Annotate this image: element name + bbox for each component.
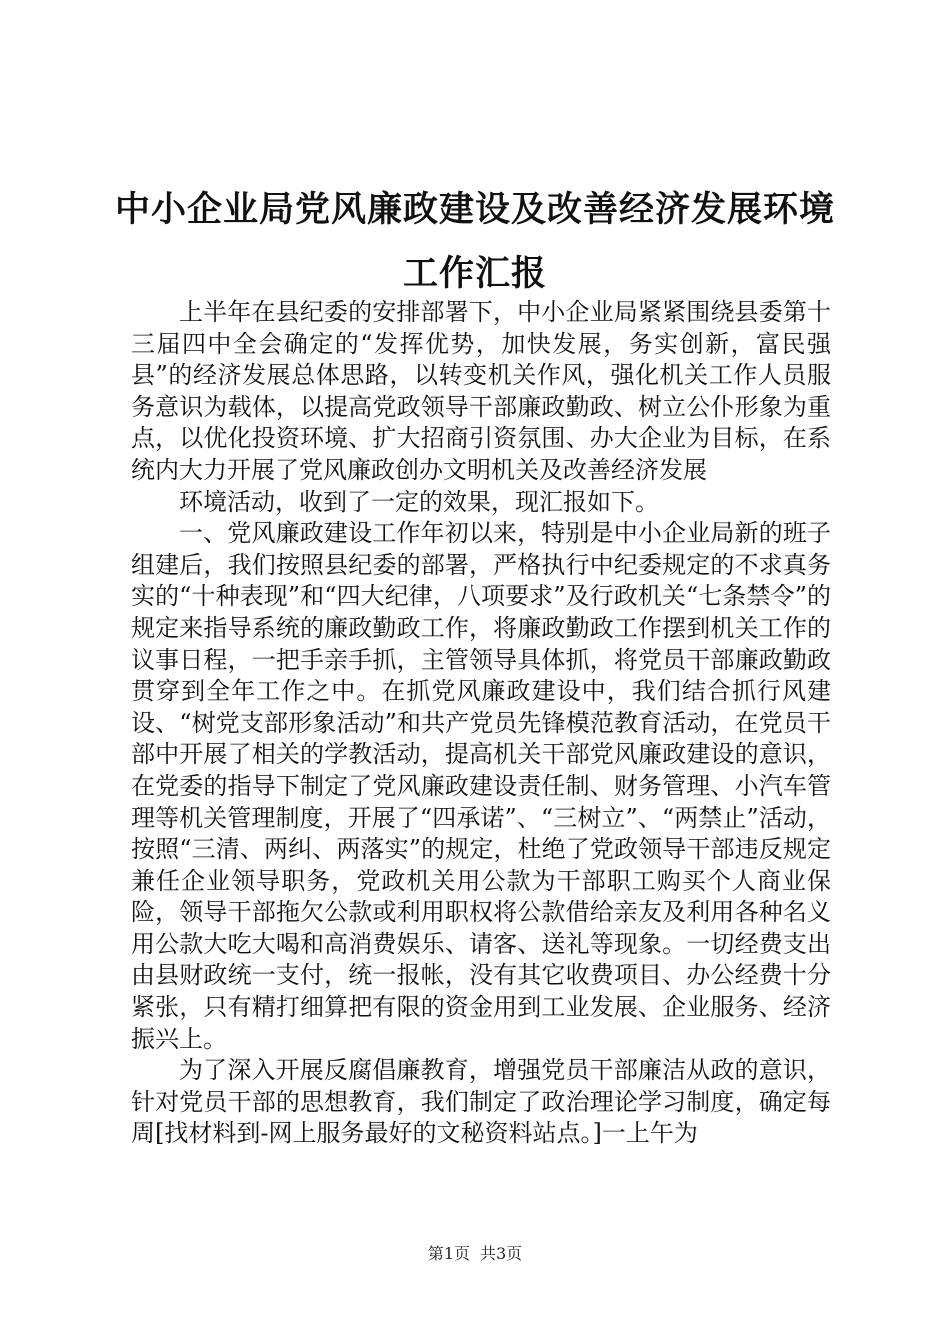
page-footer <box>0 1244 950 1264</box>
paragraph-3: 一、党风廉政建设工作年初以来，特别是中小企业局新的班子组建后，我们按照县纪委的部署，严格执行中纪委规定的不求真务实的“十种表现”和“四大纪律，八项要求”及行政机关“七条禁令”的规定来指导系统的廉政勤政工作，将廉政勤政工作摆到机关工作的议事日程，一把手亲手抓，主管领导具体抓，将党员干部廉政勤政贯穿到全年工作之中。在抓党风廉政建设中，我们结合抓行风建设、“树党支部形象活动”和共产党员先锋模范教育活动，在党员干部中开展了相关的学教活动，提高机关干部党风廉政建设的意识，在党委的指导下制定了党风廉政建设责任制、财务管理、小汽车管理等机关管理制度，开展了“四承诺”、“三树立”、“两禁止”活动，按照“三清、两纠、两落实”的规定，杜绝了党政领导干部违反规定兼任企业领导职务，党政机关用公款为干部职工购买个人商业保险，领导干部拖欠公款或利用职权将公款借给亲友及利用各种名义用公款大吃大喝和高消费娱乐、请客、送礼等现象。一切经费支出由县财政统一支付，统一报帐，没有其它收费项目、办公经费十分紧张，只有精打细算把有限的资金用到工业发展、企业服务、经济振兴上。 <box>131 519 831 1053</box>
paragraph-2: 环境活动，收到了一定的效果，现汇报如下。 <box>179 487 659 516</box>
document-title-line-1: 中小企业局党风廉政建设及改善经济发展环境 <box>114 189 835 230</box>
document-body <box>131 297 831 1150</box>
page-total: 共3页 <box>480 1244 523 1263</box>
document-title-line-2: 工作汇报 <box>402 253 547 294</box>
paragraph-1: 上半年在县纪委的安排部署下，中小企业局紧紧围绕县委第十三届四中全会确定的“发挥优势，加快发展，务实创新，富民强县”的经济发展总体思路，以转变机关作风，强化机关工作人员服务意识为载体，以提高党政领导干部廉政勤政、树立公仆形象为重点，以优化投资环境、扩大招商引资氛围、办大企业为目标，在系统内大力开展了党风廉政创办文明机关及改善经济发展 <box>131 298 831 484</box>
paragraph-4: 为了深入开展反腐倡廉教育，增强党员干部廉洁从政的意识，针对党员干部的思想教育，我们制定了政治理论学习制度，确定每周[找材料到-网上服务最好的文秘资料站点。]一上午为 <box>131 1056 831 1148</box>
page-number: 第1页 <box>427 1244 470 1263</box>
